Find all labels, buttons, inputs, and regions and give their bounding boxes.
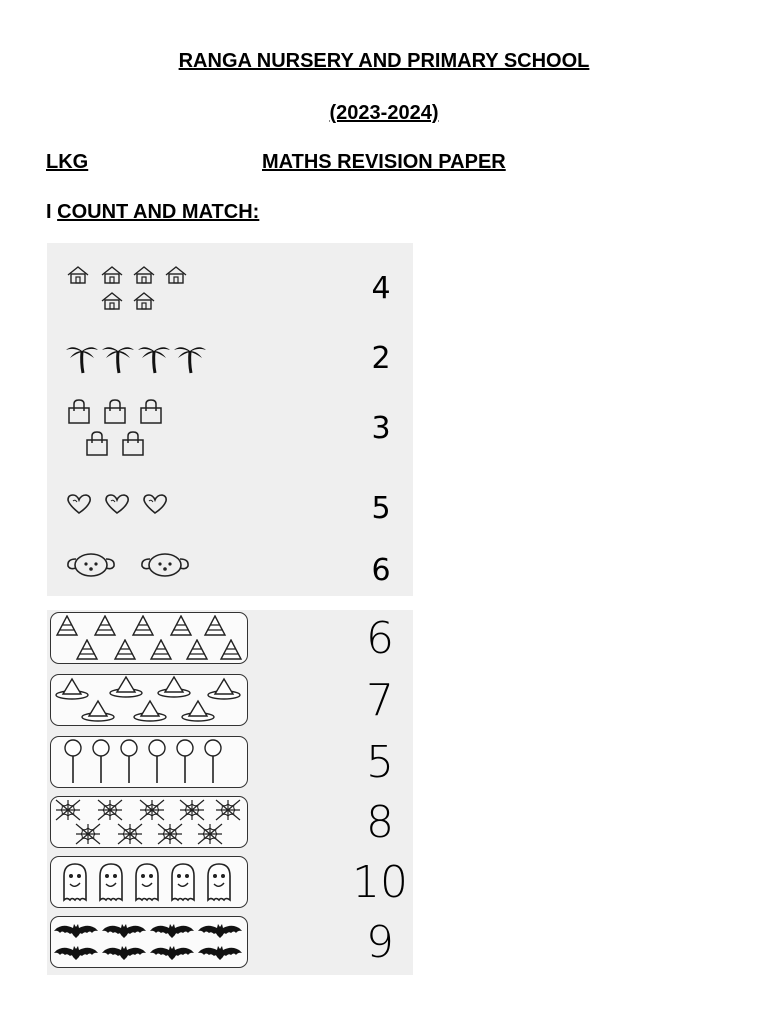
spider-web-icon [117,823,143,845]
shopping-bag-icon [121,431,145,457]
section-heading [46,201,259,224]
lollipop-icon [63,739,83,785]
palm-tree-icon [101,341,135,375]
ghost-icon [169,862,197,902]
exercise1-row-hearts [47,473,413,539]
pictures-group [61,473,261,539]
academic-year: (2023-2024) [329,102,439,124]
match-number: 5 [371,491,391,526]
bat-icon [197,921,243,941]
heart-icon [103,493,131,515]
match-number: 2 [371,341,391,376]
picture-box [50,736,248,788]
exercise1-row-palm-trees [47,323,413,389]
ghost-icon [205,862,233,902]
witch-hat-icon [81,699,115,723]
picture-box [50,612,248,664]
pictures-group [61,535,261,601]
exercise1-row-puppies [47,535,413,601]
house-icon [101,265,123,285]
picture-box [50,796,248,848]
spider-web-icon [215,799,241,821]
heart-icon [65,493,93,515]
count-match-panel-2 [47,610,413,975]
house-icon [133,291,155,311]
match-number: 3 [371,411,391,446]
exercise1-row-bags [47,393,413,459]
spider-web-icon [55,799,81,821]
paper-title: MATHS REVISION PAPER [262,151,506,173]
candy-corn-icon [55,615,79,637]
class-label: LKG [46,151,89,173]
candy-corn-icon [169,615,193,637]
palm-tree-icon [173,341,207,375]
picture-box [50,674,248,726]
ghost-icon [133,862,161,902]
pictures-group [61,393,261,459]
puppy-face-icon [65,551,117,579]
witch-hat-icon [109,675,143,699]
spider-web-icon [139,799,165,821]
lollipop-icon [147,739,167,785]
exercise2-row-spider-webs [47,794,413,852]
witch-hat-icon [133,699,167,723]
spider-web-icon [157,823,183,845]
picture-box [50,916,248,968]
house-icon [165,265,187,285]
shopping-bag-icon [85,431,109,457]
ghost-icon [97,862,125,902]
bat-icon [53,921,99,941]
school-name: RANGA NURSERY AND PRIMARY SCHOOL [178,50,590,72]
exercise1-row-houses [47,253,413,319]
exercise2-row-candy-corn [47,610,413,668]
pictures-group [61,323,261,389]
exercise2-row-lollipops [47,734,413,792]
bat-icon [149,943,195,963]
spider-web-icon [75,823,101,845]
candy-corn-icon [203,615,227,637]
house-icon [67,265,89,285]
lollipop-icon [175,739,195,785]
shopping-bag-icon [139,399,163,425]
spider-web-icon [197,823,223,845]
match-number: 6 [366,613,394,664]
spider-web-icon [179,799,205,821]
candy-corn-icon [93,615,117,637]
shopping-bag-icon [67,399,91,425]
count-match-panel-1 [47,243,413,596]
palm-tree-icon [137,341,171,375]
spider-web-icon [97,799,123,821]
match-number: 4 [371,271,391,306]
ghost-icon [61,862,89,902]
bat-icon [53,943,99,963]
exercise2-row-witch-hats [47,672,413,730]
lollipop-icon [203,739,223,785]
match-number: 10 [352,857,408,908]
candy-corn-icon [219,639,243,661]
candy-corn-icon [131,615,155,637]
witch-hat-icon [157,675,191,699]
pictures-group [61,253,261,319]
candy-corn-icon [113,639,137,661]
lollipop-icon [91,739,111,785]
match-number: 7 [366,675,394,726]
witch-hat-icon [207,677,241,701]
section-title: COUNT AND MATCH: [57,201,260,223]
house-icon [101,291,123,311]
bat-icon [149,921,195,941]
witch-hat-icon [55,677,89,701]
exercise2-row-bats [47,914,413,972]
bat-icon [101,943,147,963]
shopping-bag-icon [103,399,127,425]
bat-icon [101,921,147,941]
witch-hat-icon [181,699,215,723]
heart-icon [141,493,169,515]
match-number: 5 [366,737,394,788]
candy-corn-icon [75,639,99,661]
bat-icon [197,943,243,963]
match-number: 9 [366,917,394,968]
match-number: 8 [366,797,394,848]
puppy-face-icon [139,551,191,579]
exercise2-row-ghosts [47,854,413,912]
lollipop-icon [119,739,139,785]
candy-corn-icon [149,639,173,661]
candy-corn-icon [185,639,209,661]
section-number: I [46,201,52,223]
palm-tree-icon [65,341,99,375]
match-number: 6 [371,553,391,588]
picture-box [50,856,248,908]
house-icon [133,265,155,285]
